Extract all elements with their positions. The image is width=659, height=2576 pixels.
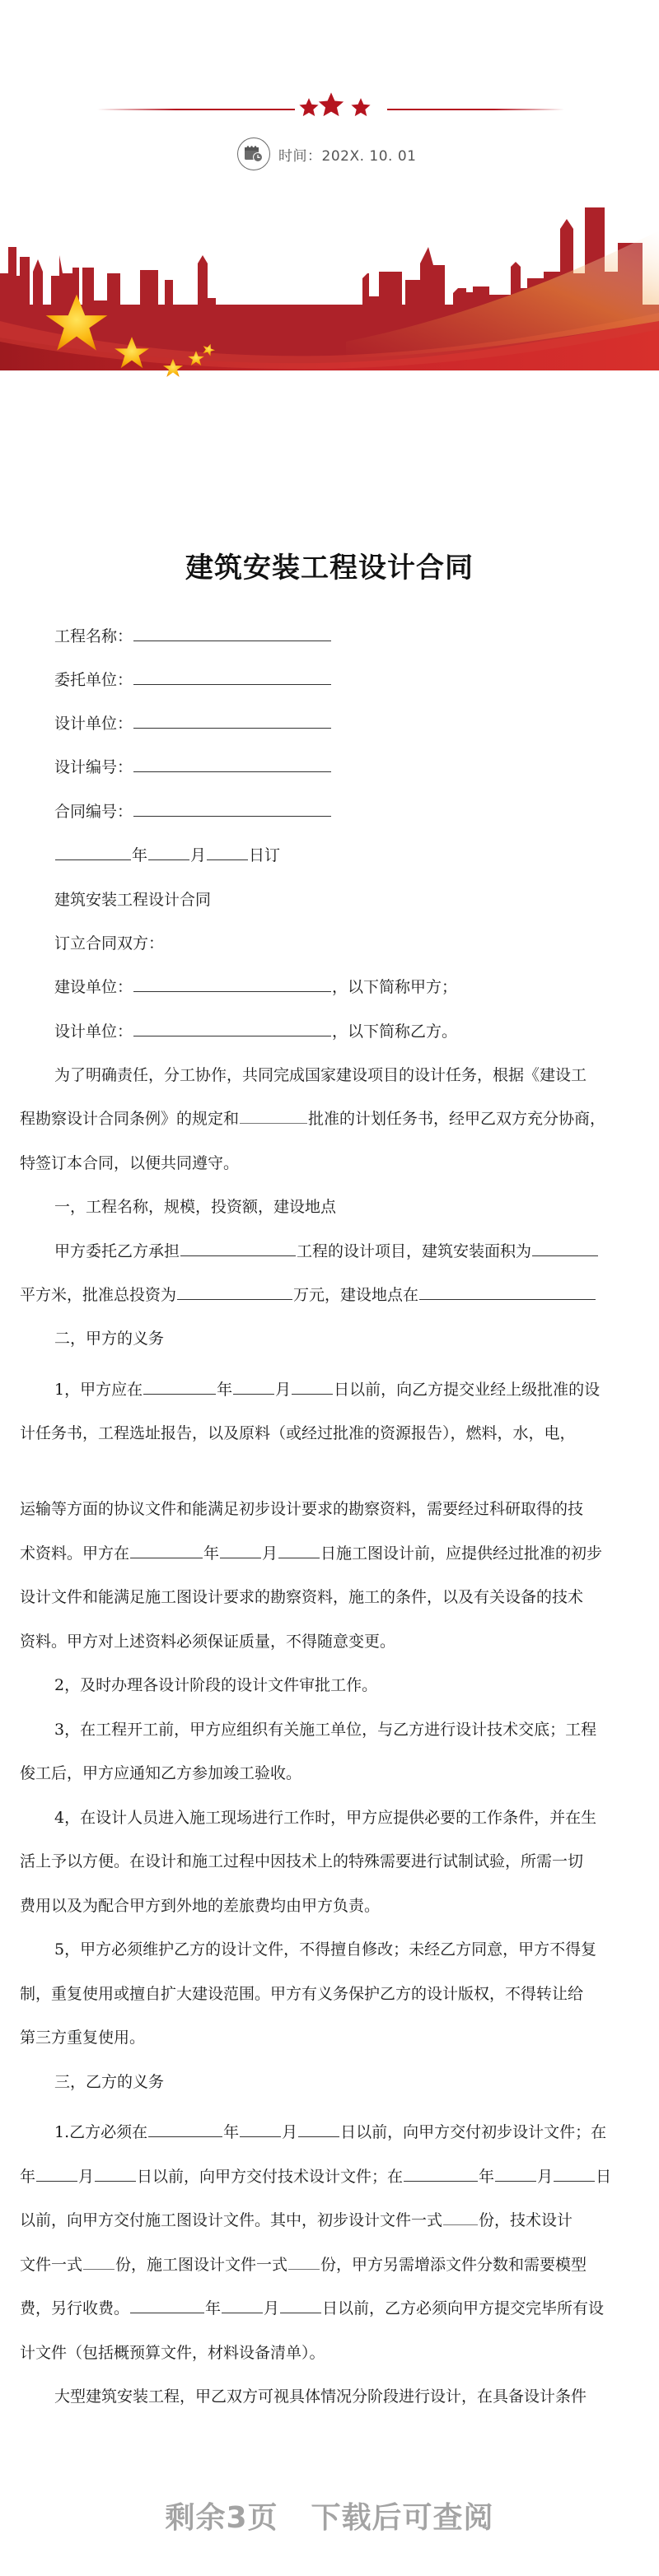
text: 日以前，乙方必须向甲方提交完毕所有设 <box>322 2299 605 2317</box>
header-divider-right <box>387 109 564 110</box>
signing-date-line <box>54 845 659 866</box>
body-line <box>54 1807 659 1828</box>
project-blank[interactable] <box>180 1241 296 1256</box>
text: 年 <box>205 2299 222 2317</box>
text: 二，甲方的义务 <box>54 1330 165 1348</box>
day-blank[interactable] <box>298 2122 339 2137</box>
party-b-line <box>54 1021 659 1042</box>
text: 批准的计划任务书，经甲乙双方充分协商， <box>308 1110 606 1128</box>
subtitle: 建筑安装工程设计合同 <box>54 891 212 909</box>
text: 特签订本合同，以便共同遵守。 <box>20 1154 240 1172</box>
text: 制，重复使用或擅自扩大建设范围。甲方有义务保护乙方的设计版权，不得转让给 <box>20 1985 584 2003</box>
text: 第三方重复使用。 <box>20 2029 146 2047</box>
text: 年 <box>217 1381 233 1399</box>
body-line <box>20 1763 659 1784</box>
field-label: 设计编号： <box>54 758 133 776</box>
year-blank[interactable] <box>55 845 131 860</box>
day-blank[interactable] <box>278 1543 320 1558</box>
text: 4，在设计人员进入施工现场进行工作时，甲方应提供必要的工作条件，并在生 <box>54 1809 597 1827</box>
party-a-blank[interactable] <box>133 976 331 992</box>
text: 年 <box>479 2168 495 2186</box>
date-label: 时间：202X. 10. 01 <box>278 147 417 165</box>
area-blank[interactable] <box>532 1241 598 1256</box>
banner-skyline <box>0 198 659 379</box>
month-blank[interactable] <box>233 1379 274 1395</box>
field-label: 委托单位： <box>54 671 133 689</box>
text: 资料。甲方对上述资料必须保证质量，不得随意变更。 <box>20 1633 396 1651</box>
party-a-line <box>54 976 659 998</box>
text: 计文件（包括概预算文件，材料设备清单）。 <box>20 2344 325 2362</box>
body-line <box>54 1241 659 1262</box>
text: 费用以及为配合甲方到外地的差旅费均由甲方负责。 <box>20 1897 381 1915</box>
publish-date <box>237 136 416 172</box>
download-prompt[interactable] <box>0 2494 659 2536</box>
party-b-label: 设计单位： <box>54 1022 133 1041</box>
year-blank[interactable] <box>130 1543 203 1558</box>
text: 活上予以方便。在设计和施工过程中因技术上的特殊需要进行试制试验，所需一切 <box>20 1852 584 1870</box>
body-line <box>20 1851 659 1872</box>
text: 3，在工程开工前，甲方应组织有关施工单位，与乙方进行设计技术交底；工程 <box>54 1721 597 1739</box>
body-line <box>20 1108 659 1130</box>
text: 年 <box>223 2123 240 2141</box>
body-line <box>20 2027 659 2048</box>
body-line <box>20 2254 659 2276</box>
body-line <box>20 1631 659 1652</box>
text: 运输等方面的协议文件和能满足初步设计要求的勘察资料，需要经过科研取得的技 <box>20 1500 584 1518</box>
location-blank[interactable] <box>419 1284 596 1300</box>
day-blank[interactable] <box>280 2298 321 2313</box>
star-icon <box>317 91 345 120</box>
text: 甲方委托乙方承担 <box>54 1242 180 1260</box>
section-heading-1 <box>54 1196 659 1218</box>
text: 月 <box>264 2299 280 2317</box>
body-line <box>54 1379 659 1400</box>
body-line <box>20 1983 659 2005</box>
field-client <box>54 669 659 691</box>
text: 1.乙方必须在 <box>54 2123 148 2141</box>
text: 年 <box>203 1544 220 1563</box>
text: 术资料。甲方在 <box>20 1544 130 1563</box>
field-design-number <box>54 757 659 778</box>
text: 大型建筑安装工程，甲乙双方可视具体情况分阶段进行设计，在具备设计条件 <box>54 2387 587 2406</box>
party-a-suffix: ，以下简称甲方； <box>332 978 458 996</box>
section-heading-3 <box>54 2071 659 2093</box>
text: 一，工程名称，规模，投资额，建设地点 <box>54 1198 337 1216</box>
text: 工程的设计项目，建筑安装面积为 <box>297 1242 532 1260</box>
copies-blank[interactable] <box>83 2254 115 2270</box>
field-blank[interactable] <box>133 801 331 817</box>
copies-blank[interactable] <box>288 2254 320 2270</box>
body-line <box>54 1675 659 1696</box>
text: 月 <box>262 1544 278 1563</box>
party-b-suffix: ，以下简称乙方。 <box>332 1022 458 1041</box>
body-line <box>20 1153 659 1174</box>
body-line <box>54 1719 659 1740</box>
body-line <box>20 2166 659 2187</box>
approver-blank[interactable] <box>240 1108 307 1124</box>
text: 月 <box>537 2168 554 2186</box>
year-blank[interactable] <box>404 2166 478 2182</box>
field-contract-number <box>54 801 659 822</box>
body-line <box>20 1423 659 1444</box>
month-blank[interactable] <box>36 2166 77 2182</box>
text: 5，甲方必须维护乙方的设计文件，不得擅自修改；未经乙方同意，甲方不得复 <box>54 1940 597 1959</box>
text: 以前，向甲方交付施工图设计文件。其中，初步设计文件一式 <box>20 2211 443 2229</box>
body-line <box>20 2342 659 2364</box>
text: 2，及时办理各设计阶段的设计文件审批工作。 <box>54 1676 378 1694</box>
text: 份，施工图设计文件一式 <box>115 2256 288 2274</box>
text: 程勘察设计合同条例》的规定和 <box>20 1110 240 1128</box>
year-blank[interactable] <box>143 1379 216 1395</box>
text: 三，乙方的义务 <box>54 2073 165 2091</box>
text: 计任务书，工程选址报告，以及原料（或经过批准的资源报告），燃料，水，电， <box>20 1424 576 1442</box>
month-blank[interactable] <box>240 2122 281 2137</box>
body-line <box>54 1939 659 1960</box>
body-line <box>20 2298 659 2319</box>
download-to-view-label: 下载后可查阅 <box>311 2501 494 2535</box>
parties-heading: 订立合同双方： <box>54 934 165 953</box>
text: 份，甲方另需增添文件分数和需要模型 <box>320 2256 587 2274</box>
month-blank[interactable] <box>495 2166 536 2182</box>
year-label: 年 <box>132 846 148 864</box>
investment-blank[interactable] <box>177 1284 292 1300</box>
body-line <box>20 1895 659 1917</box>
day-blank[interactable] <box>207 845 248 860</box>
text: 平方米，批准总投资为 <box>20 1286 177 1304</box>
text: 为了明确责任，分工协作，共同完成国家建设项目的设计任务，根据《建设工 <box>54 1066 587 1084</box>
text: 份，技术设计 <box>479 2211 573 2229</box>
year-blank[interactable] <box>148 2122 222 2137</box>
text: 年 <box>20 2168 36 2186</box>
body-line <box>20 1284 659 1306</box>
body-line <box>20 2210 659 2231</box>
field-blank[interactable] <box>133 757 331 772</box>
field-blank[interactable] <box>133 626 331 641</box>
document-title: 建筑安装工程设计合同 <box>185 552 474 585</box>
body-line <box>54 2122 659 2143</box>
day-blank[interactable] <box>292 1379 333 1395</box>
year-blank[interactable] <box>130 2298 204 2313</box>
text: 1，甲方应在 <box>54 1381 143 1399</box>
header-divider-left <box>97 109 295 110</box>
copies-blank[interactable] <box>443 2210 478 2225</box>
text: 设计文件和能满足施工图设计要求的勘察资料，施工的条件，以及有关设备的技术 <box>20 1588 584 1606</box>
field-label: 工程名称： <box>54 627 133 645</box>
text: 万元，建设地点在 <box>293 1286 419 1304</box>
day-blank[interactable] <box>95 2166 136 2182</box>
month-label: 月 <box>190 846 207 864</box>
field-blank[interactable] <box>133 669 331 685</box>
text: 月 <box>282 2123 298 2141</box>
text: 日以前，向甲方交付技术设计文件；在 <box>137 2168 404 2186</box>
text: 费，另行收费。 <box>20 2299 130 2317</box>
body-line <box>54 2386 659 2407</box>
field-project-name <box>54 626 659 647</box>
body-line <box>20 1498 659 1520</box>
text: 文件一式 <box>20 2256 83 2274</box>
field-designer <box>54 713 659 734</box>
field-blank[interactable] <box>133 713 331 729</box>
party-b-blank[interactable] <box>133 1021 331 1036</box>
text: 月 <box>275 1381 292 1399</box>
body-line <box>20 1543 659 1564</box>
text: 日施工图设计前，应提供经过批准的初步 <box>320 1544 603 1563</box>
star-icon <box>350 97 372 119</box>
month-blank[interactable] <box>220 1543 261 1558</box>
calendar-clock-icon <box>237 137 270 170</box>
month-blank[interactable] <box>148 845 189 860</box>
field-label: 合同编号： <box>54 803 133 821</box>
text: 俊工后，甲方应通知乙方参加竣工验收。 <box>20 1764 302 1782</box>
field-label: 设计单位： <box>54 715 133 733</box>
remaining-pages-label: 剩余3页 <box>165 2501 278 2535</box>
section-heading-2 <box>54 1328 659 1349</box>
body-line <box>20 1586 659 1608</box>
body-line <box>54 1064 659 1086</box>
day-blank[interactable] <box>554 2166 595 2182</box>
text: 月 <box>78 2168 95 2186</box>
month-blank[interactable] <box>222 2298 263 2313</box>
text: 日以前，向甲方交付初步设计文件；在 <box>340 2123 607 2141</box>
party-a-label: 建设单位： <box>54 978 133 996</box>
text: 日 <box>596 2168 612 2186</box>
text: 日以前，向乙方提交业经上级批准的设 <box>334 1381 601 1399</box>
day-label: 日订 <box>249 846 281 864</box>
